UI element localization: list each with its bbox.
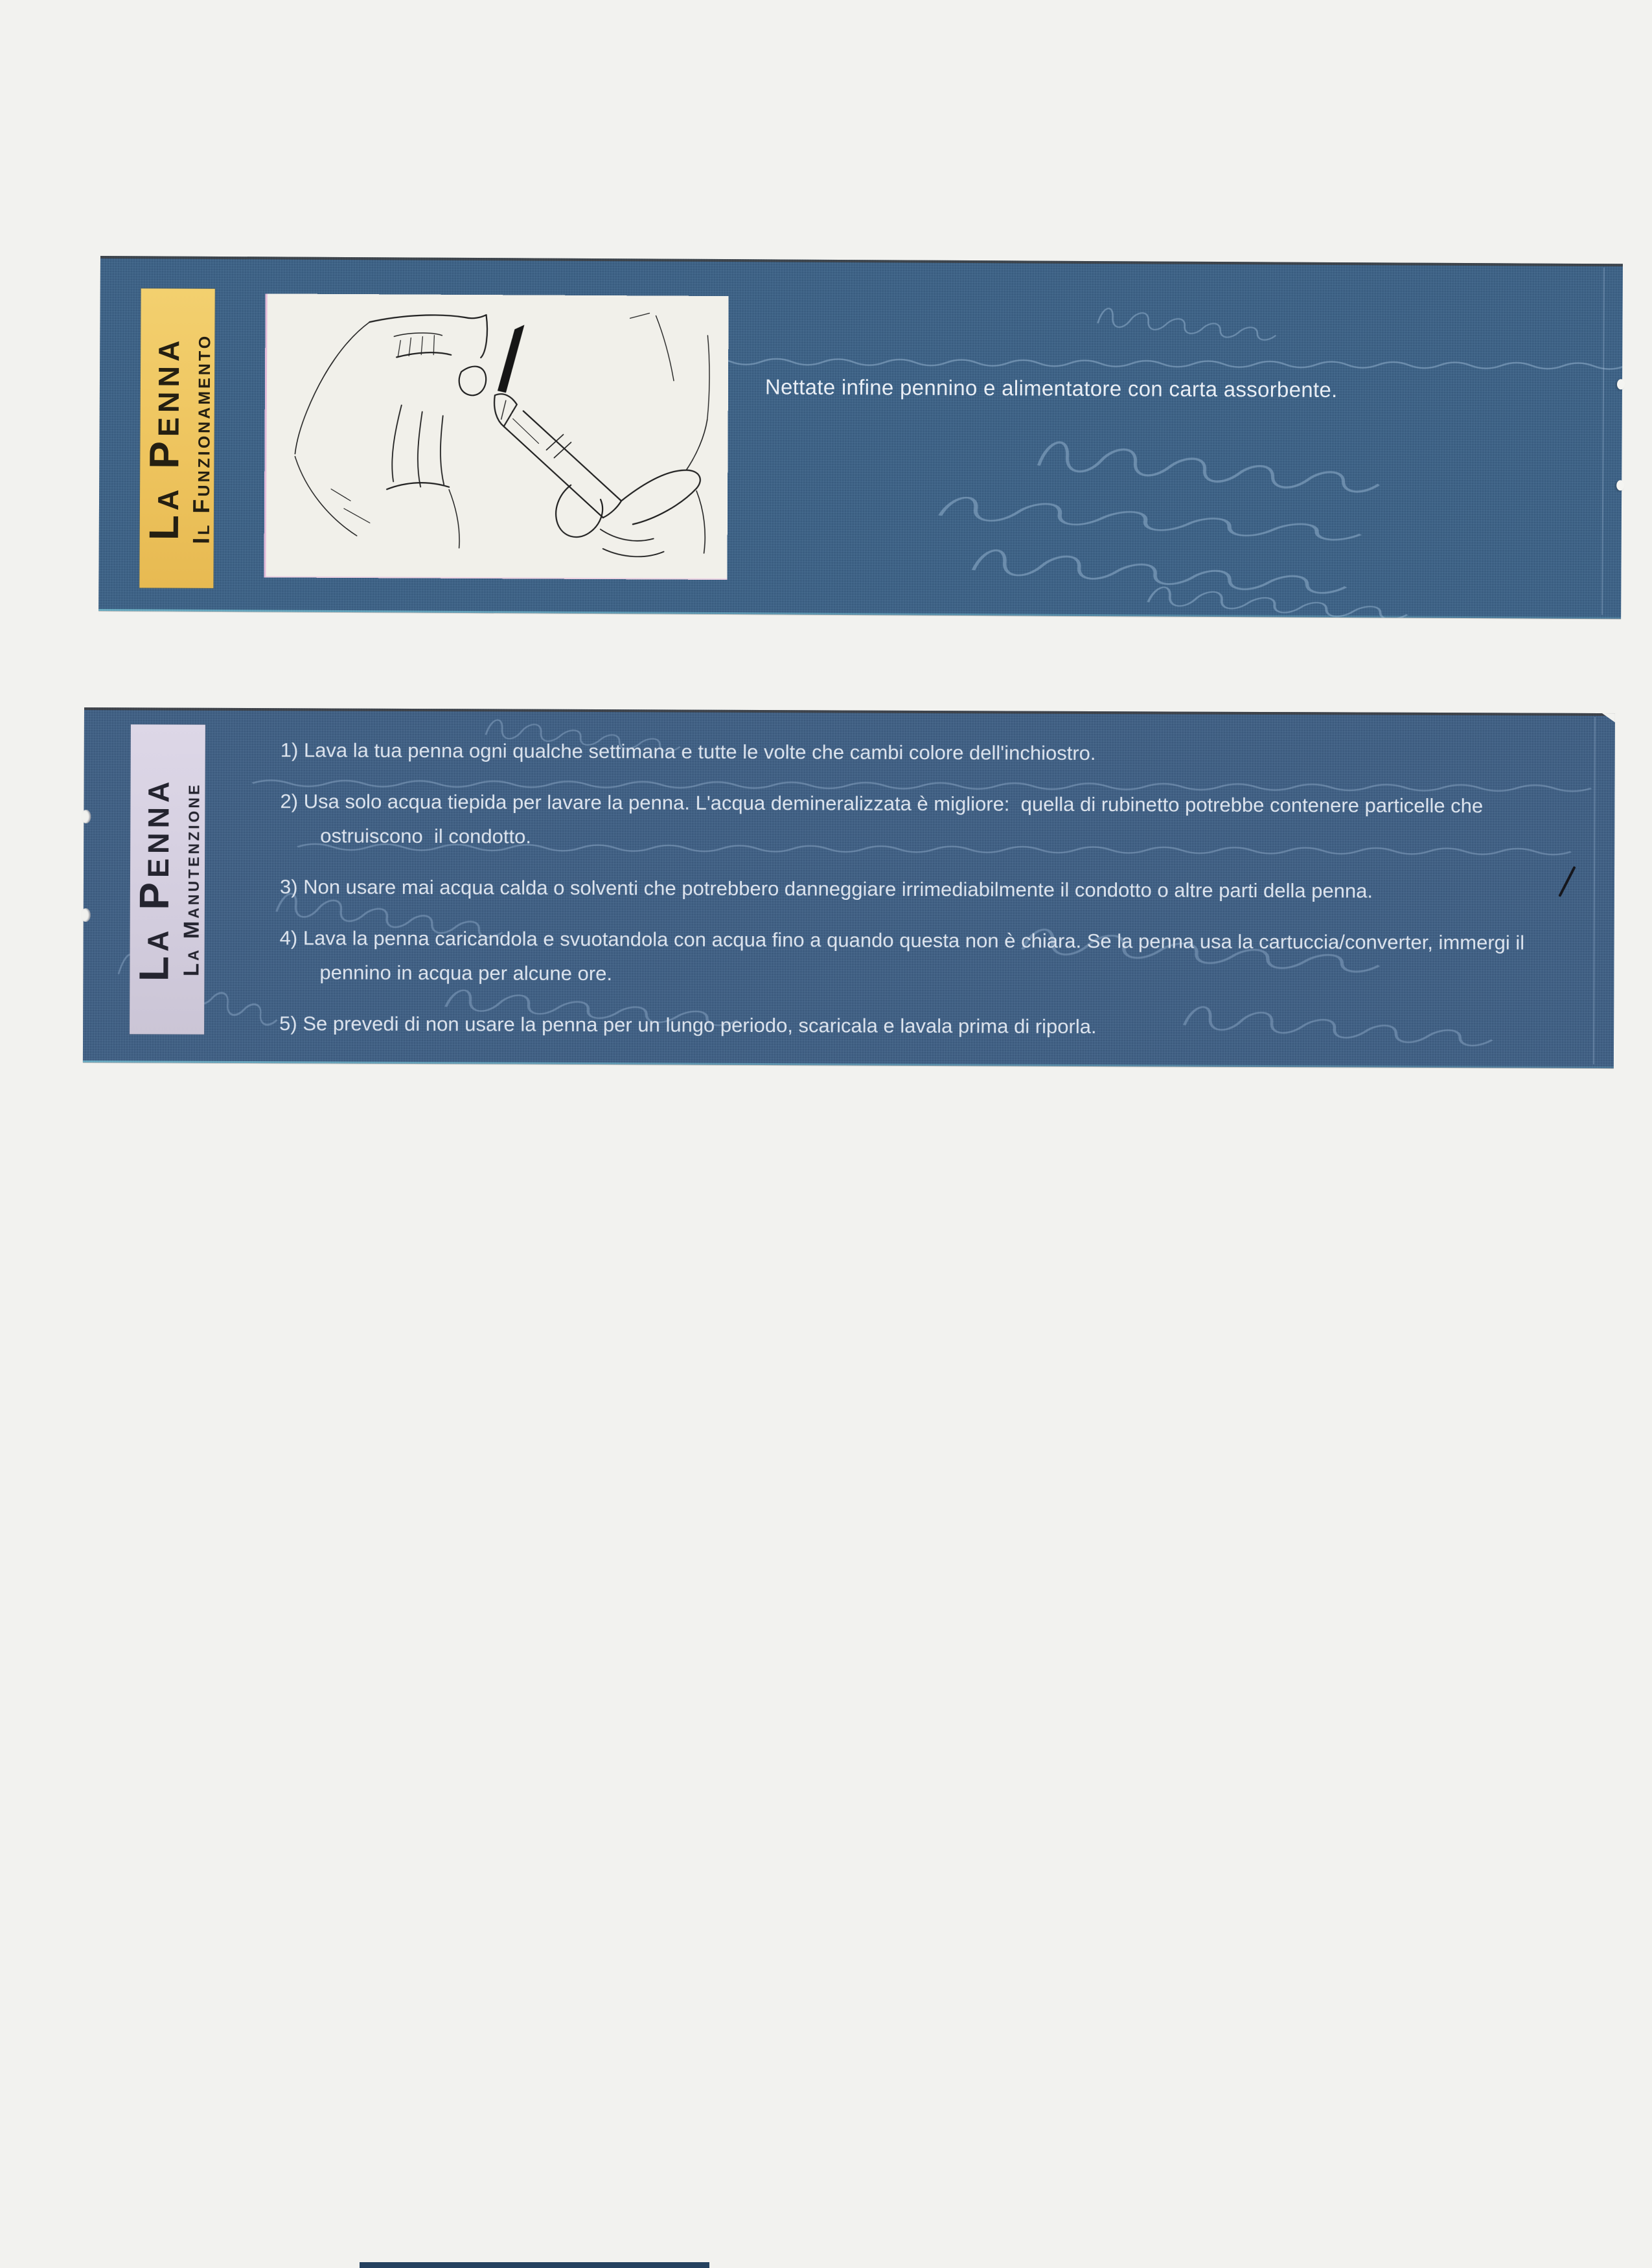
label-title-column <box>130 724 179 1034</box>
punch-hole <box>81 810 91 823</box>
label-title-column <box>139 288 189 588</box>
label-subtitle: Il Funzionamento <box>187 333 216 544</box>
label-subtitle-column <box>187 289 216 588</box>
step-number: 4) <box>279 926 298 950</box>
label-subtitle-column <box>178 725 205 1035</box>
maintenance-step <box>281 733 1576 772</box>
scan-shadow-top-edge <box>84 707 1615 716</box>
step-text: Usa solo acqua tiepida per lavare la penna. L'acqua demineralizzata è migliore: quella di rubinetto potrebbe contenere particelle che ostruiscono il condotto. <box>303 790 1489 848</box>
staple-hole <box>1617 379 1625 389</box>
step-number: 2) <box>280 790 299 813</box>
pen-wiping-illustration <box>264 293 728 580</box>
section-label-funzionamento <box>139 288 214 588</box>
step-text: Non usare mai acqua calda o solventi che potrebbero danneggiare irrimediabilmente il condotto o altre parti della penna. <box>303 875 1373 902</box>
scan-highlight-bottom-edge <box>98 609 1621 619</box>
step-number: 1) <box>280 739 299 762</box>
step-text: Lava la tua penna ogni qualche settimana e tutte le volte che cambi colore dell'inchiostro. <box>303 739 1096 764</box>
next-page-edge <box>360 2262 709 2268</box>
maintenance-step <box>279 921 1575 994</box>
card-funzionamento <box>98 256 1623 619</box>
label-subtitle: La Manutenzione <box>178 782 204 977</box>
scan-shadow-top-edge <box>100 256 1623 266</box>
step-number: 5) <box>279 1012 297 1035</box>
scan-streak-line <box>1601 268 1605 615</box>
step-text: Lava la penna caricandola e svuotandola con acqua fino a quando questa non è chiara. Se la penna usa la cartuccia/converter, immergi il pennino in acqua per alcune ore. <box>303 926 1530 985</box>
step-number: 3) <box>279 875 298 899</box>
maintenance-step <box>279 1006 1575 1046</box>
scan-highlight-bottom-edge <box>83 1060 1614 1068</box>
label-title: La Penna <box>140 336 189 541</box>
section-label-manutenzione <box>130 724 205 1034</box>
hands-wiping-pen-sketch <box>266 293 728 580</box>
step-text: Se prevedi di non usare la penna per un lungo periodo, scaricala e lavala prima di riporla. <box>303 1012 1097 1038</box>
label-title: La Penna <box>130 777 178 982</box>
scan-streak-line <box>1593 717 1596 1064</box>
card-manutenzione <box>83 707 1615 1068</box>
maintenance-step <box>280 784 1576 858</box>
maintenance-step <box>280 869 1576 909</box>
staple-hole <box>1616 480 1624 490</box>
folded-corner <box>1602 713 1615 722</box>
caption-text: Nettate infine pennino e alimentatore con carta assorbente. <box>764 374 1338 402</box>
punch-hole <box>81 908 91 922</box>
maintenance-steps-list <box>279 733 1576 1062</box>
